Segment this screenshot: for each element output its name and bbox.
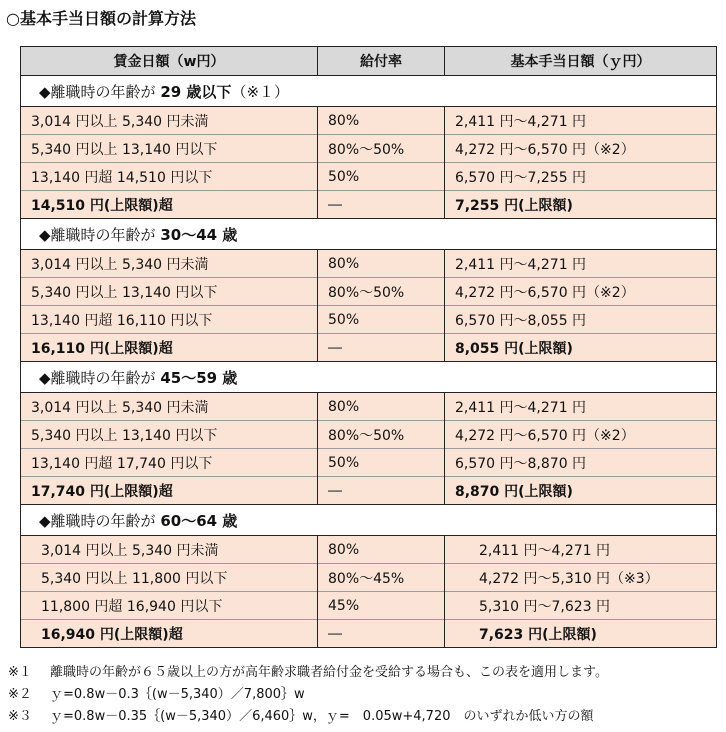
amount-cell: 8,055 円(上限額): [445, 334, 717, 362]
wage-cell: 16,110 円(上限額)超: [21, 334, 318, 362]
wage-cell: 17,740 円(上限額)超: [21, 477, 318, 505]
header-wage: 賃金日額（w円）: [21, 47, 318, 76]
amount-cell: 2,411 円～4,271 円: [445, 393, 717, 421]
rate-cell: ―: [318, 477, 445, 505]
age-group-row: [21, 505, 717, 536]
amount-cell: 2,411 円～4,271 円: [445, 107, 717, 135]
age-range: 45～59 歳: [160, 368, 238, 387]
age-group-prefix: ◆離職時の年齢が: [39, 511, 156, 530]
table-row: [21, 477, 717, 505]
wage-cell: 11,800 円超 16,940 円以下: [21, 592, 318, 620]
table-row: [21, 592, 717, 620]
table-row: [21, 107, 717, 135]
table-body: [21, 76, 717, 648]
amount-cell: 6,570 円～7,255 円: [445, 163, 717, 191]
amount-cell: 8,870 円(上限額): [445, 477, 717, 505]
age-group-note: （※１）: [231, 82, 290, 101]
amount-cell: 4,272 円～6,570 円（※2）: [445, 278, 717, 306]
amount-cell: 6,570 円～8,870 円: [445, 449, 717, 477]
rate-cell: 80%: [318, 536, 445, 564]
amount-cell: 2,411 円～4,271 円: [445, 250, 717, 278]
age-group-label: [21, 76, 717, 107]
amount-cell: 4,272 円～6,570 円（※2）: [445, 421, 717, 449]
rate-cell: 80%～50%: [318, 278, 445, 306]
page-title: ○基本手当日額の計算方法: [6, 9, 196, 28]
age-range: 30～44 歳: [160, 225, 238, 244]
rate-cell: 45%: [318, 592, 445, 620]
wage-cell: 3,014 円以上 5,340 円未満: [21, 536, 318, 564]
table-row: [21, 449, 717, 477]
wage-cell: 13,140 円超 14,510 円以下: [21, 163, 318, 191]
rate-cell: ―: [318, 620, 445, 648]
note-text: ｙ=0.8w－0.35｛(w－5,340）／6,460｝w，ｙ= 0.05w+4,720 のいずれか低い方の額: [50, 709, 594, 724]
note-mark: ※１: [8, 665, 32, 680]
benefit-table: [20, 46, 717, 648]
age-group-row: [21, 219, 717, 250]
rate-cell: 50%: [318, 306, 445, 334]
wage-cell: 3,014 円以上 5,340 円未満: [21, 250, 318, 278]
amount-cell: 7,623 円(上限額): [445, 620, 717, 648]
header-amount: 基本手当日額（ｙ円）: [445, 47, 717, 76]
table-header-row: [21, 47, 717, 76]
notes: [8, 662, 608, 728]
note-mark: ※２: [8, 687, 32, 702]
table-row: [21, 306, 717, 334]
age-group-row: [21, 76, 717, 107]
wage-cell: 14,510 円(上限額)超: [21, 191, 318, 219]
note-1: [8, 662, 608, 684]
age-range: 60～64 歳: [160, 511, 238, 530]
header-rate: 給付率: [318, 47, 445, 76]
rate-cell: ―: [318, 334, 445, 362]
note-3: [8, 706, 608, 728]
wage-cell: 3,014 円以上 5,340 円未満: [21, 393, 318, 421]
rate-cell: 50%: [318, 163, 445, 191]
wage-cell: 5,340 円以上 13,140 円以下: [21, 421, 318, 449]
age-group-label: [21, 219, 717, 250]
table-row: [21, 564, 717, 592]
table-row: [21, 536, 717, 564]
table-row: [21, 191, 717, 219]
rate-cell: 50%: [318, 449, 445, 477]
wage-cell: 5,340 円以上 13,140 円以下: [21, 278, 318, 306]
rate-cell: 80%: [318, 393, 445, 421]
note-mark: ※３: [8, 709, 32, 724]
table-row: [21, 334, 717, 362]
wage-cell: 5,340 円以上 11,800 円以下: [21, 564, 318, 592]
rate-cell: 80%～50%: [318, 135, 445, 163]
note-text: ｙ=0.8w－0.3｛(w－5,340）／7,800｝w: [50, 687, 305, 702]
rate-cell: 80%: [318, 107, 445, 135]
amount-cell: 4,272 円～6,570 円（※2）: [445, 135, 717, 163]
table-row: [21, 163, 717, 191]
age-group-prefix: ◆離職時の年齢が: [39, 225, 156, 244]
amount-cell: 5,310 円～7,623 円: [445, 592, 717, 620]
age-group-prefix: ◆離職時の年齢が: [39, 368, 156, 387]
age-group-row: [21, 362, 717, 393]
note-text: 離職時の年齢が６５歳以上の方が高年齢求職者給付金を受給する場合も、この表を適用します。: [50, 665, 608, 680]
rate-cell: ―: [318, 191, 445, 219]
age-group-prefix: ◆離職時の年齢が: [39, 82, 156, 101]
wage-cell: 3,014 円以上 5,340 円未満: [21, 107, 318, 135]
age-range: 29 歳以下: [160, 82, 232, 101]
amount-cell: 7,255 円(上限額): [445, 191, 717, 219]
table-row: [21, 278, 717, 306]
age-group-label: [21, 505, 717, 536]
table-row: [21, 135, 717, 163]
table-row: [21, 393, 717, 421]
wage-cell: 5,340 円以上 13,140 円以下: [21, 135, 318, 163]
note-2: [8, 684, 608, 706]
wage-cell: 13,140 円超 16,110 円以下: [21, 306, 318, 334]
amount-cell: 2,411 円～4,271 円: [445, 536, 717, 564]
rate-cell: 80%～45%: [318, 564, 445, 592]
age-group-label: [21, 362, 717, 393]
rate-cell: 80%: [318, 250, 445, 278]
table-row: [21, 250, 717, 278]
rate-cell: 80%～50%: [318, 421, 445, 449]
table-row: [21, 620, 717, 648]
wage-cell: 16,940 円(上限額)超: [21, 620, 318, 648]
table-row: [21, 421, 717, 449]
amount-cell: 6,570 円～8,055 円: [445, 306, 717, 334]
amount-cell: 4,272 円～5,310 円（※3）: [445, 564, 717, 592]
wage-cell: 13,140 円超 17,740 円以下: [21, 449, 318, 477]
